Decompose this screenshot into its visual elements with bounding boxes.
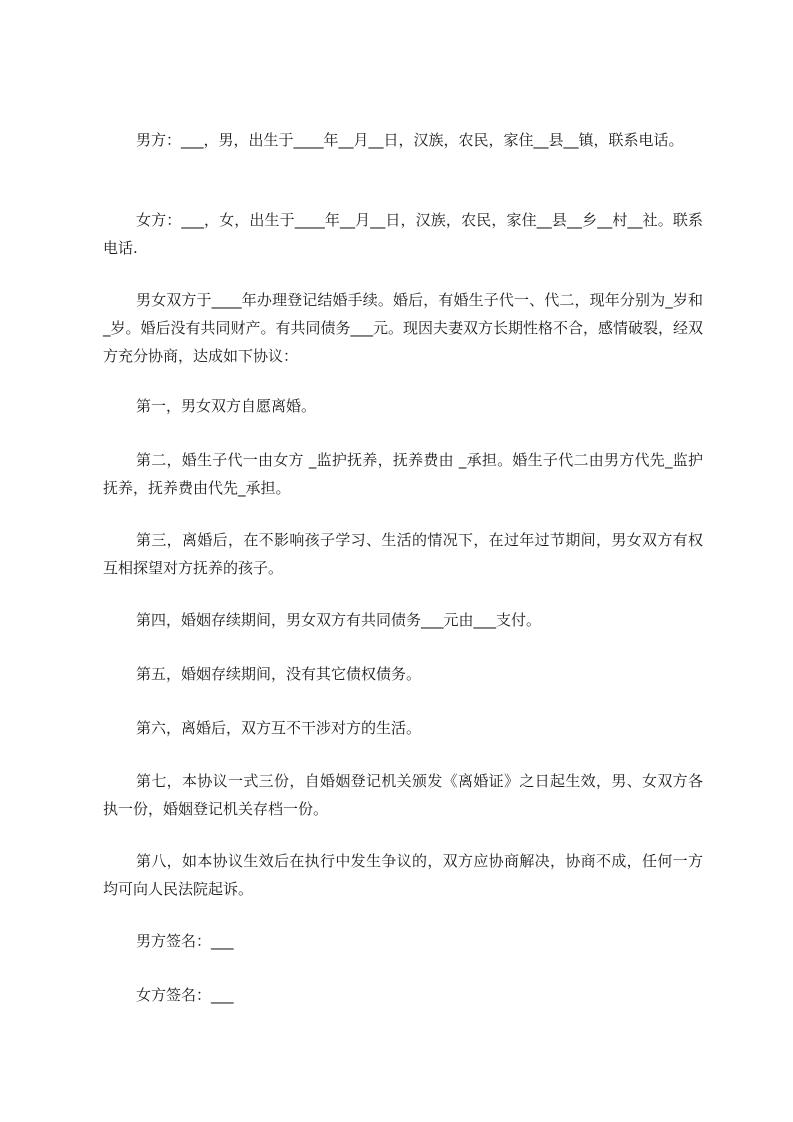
male-signature-line: 男方签名：___	[136, 932, 234, 950]
clause-5: 第五，婚姻存续期间，没有其它债权债务。	[136, 665, 422, 683]
female-party-info: 女方：___，女，出生于____年__月__日，汉族，农民，家住__县__乡__村__社。联系电话.	[103, 211, 703, 257]
clause-1: 第一，男女双方自愿离婚。	[136, 397, 317, 415]
clause-4: 第四，婚姻存续期间，男女双方有共同债务___元由___支付。	[136, 611, 542, 629]
clause-3: 第三，离婚后，在不影响孩子学习、生活的情况下，在过年过节期间，男女双方有权互相探望对方抚养的孩子。	[103, 531, 703, 577]
clause-2: 第二，婚生子代一由女方 _监护抚养，抚养费由 _承担。婚生子代二由男方代先_监护抚养，抚养费由代先_承担。	[103, 451, 703, 497]
male-party-info: 男方：___，男，出生于____年__月__日，汉族，农民，家住__县__镇，联系电话。	[136, 131, 684, 149]
clause-7: 第七，本协议一式三份，自婚姻登记机关颁发《离婚证》之日起生效，男、女双方各执一份，婚姻登记机关存档一份。	[103, 772, 703, 818]
clause-8: 第八，如本协议生效后在执行中发生争议的，双方应协商解决，协商不成，任何一方均可向人民法院起诉。	[103, 852, 703, 898]
female-signature-line: 女方签名：___	[136, 986, 234, 1004]
marriage-background: 男女双方于____年办理登记结婚手续。婚后，有婚生子代一、代二，现年分别为_岁和_岁。婚后没有共同财产。有共同债务___元。现因夫妻双方长期性格不合，感情破裂，经双方充分协商，达成如下协议：	[103, 291, 704, 365]
clause-6: 第六，离婚后，双方互不干涉对方的生活。	[136, 719, 422, 737]
